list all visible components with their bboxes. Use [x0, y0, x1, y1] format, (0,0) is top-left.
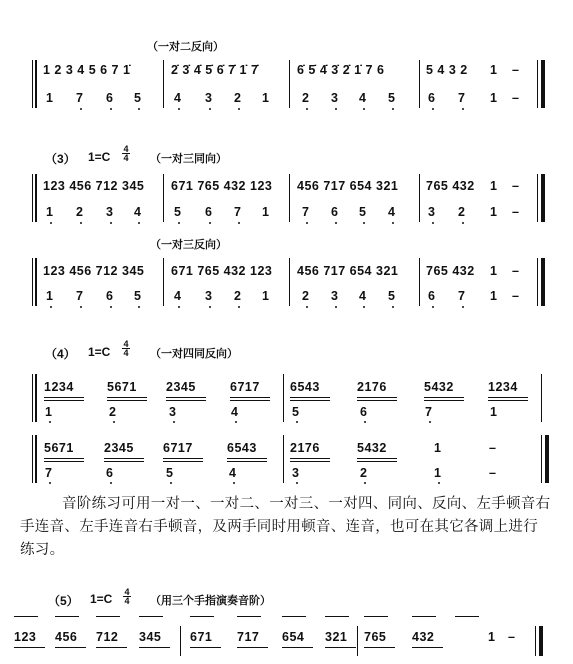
- note: 7: [302, 205, 310, 219]
- underline-beam: [230, 397, 270, 398]
- measure-notes: 671 765 432 123: [171, 179, 273, 193]
- octave-dot: [363, 222, 365, 224]
- beat-notes: 6717: [163, 441, 193, 455]
- rest-dash: –: [512, 179, 520, 193]
- note: 1: [490, 179, 498, 193]
- octave-dot: [335, 108, 337, 110]
- octave-dot: [462, 108, 464, 110]
- note: 1: [490, 405, 498, 419]
- underline-beam: [227, 461, 267, 462]
- barline: [163, 60, 164, 108]
- beat-notes: 5671: [107, 380, 137, 394]
- note: 6: [428, 91, 436, 105]
- note: 6: [106, 466, 114, 480]
- note: 5: [388, 91, 396, 105]
- underline-beam: [96, 647, 127, 648]
- note: 1: [434, 466, 442, 480]
- octave-dot: [209, 222, 211, 224]
- staff-brace: [32, 258, 33, 306]
- caption-1-3-same: （一对三同向）: [150, 152, 227, 165]
- octave-dot: [364, 482, 366, 484]
- octave-dot: [110, 306, 112, 308]
- octave-dot: [233, 482, 235, 484]
- fingering-mark: [237, 616, 261, 617]
- fingering-mark: [14, 616, 38, 617]
- beat-notes: 5671: [44, 441, 74, 455]
- caption-three-fingers: （用三个手指演奏音阶）: [150, 594, 271, 607]
- note: 2: [234, 91, 242, 105]
- rest-dash: –: [512, 91, 520, 105]
- beat-notes: 2345: [104, 441, 134, 455]
- octave-dot: [335, 222, 337, 224]
- octave-dot: [138, 222, 140, 224]
- underline-beam: [44, 397, 84, 398]
- measure-notes: 1 2 3 4 5 6 7 1̇: [43, 63, 131, 77]
- octave-dot: [462, 222, 464, 224]
- note: 5: [292, 405, 300, 419]
- underline-beam: [325, 647, 356, 648]
- staff-brace: [32, 374, 33, 422]
- note: 2: [458, 205, 466, 219]
- rest-dash: –: [489, 441, 497, 455]
- rest-dash: –: [512, 205, 520, 219]
- barline: [289, 258, 290, 306]
- underline-beam: [357, 400, 397, 401]
- beat-notes: 2176: [290, 441, 320, 455]
- final-barline: [545, 435, 549, 483]
- barline: [283, 374, 284, 422]
- octave-dot: [110, 482, 112, 484]
- note: 6: [360, 405, 368, 419]
- underline-beam: [166, 400, 206, 401]
- instruction-line-3: 练习。: [20, 542, 65, 558]
- underline-beam: [44, 461, 84, 462]
- note-group: 765: [364, 630, 387, 644]
- instruction-line-1: 音阶练习可用一对一、一对二、一对三、一对四、同向、反向、左手顿音右: [62, 496, 551, 512]
- underline-beam: [357, 461, 397, 462]
- note-group: 456: [55, 630, 78, 644]
- note: 1: [46, 289, 54, 303]
- rest-dash: –: [512, 289, 520, 303]
- barline: [180, 626, 181, 656]
- note-group: 671: [190, 630, 213, 644]
- octave-dot: [363, 306, 365, 308]
- measure-notes: 765 432: [426, 179, 475, 193]
- note: 1: [490, 264, 498, 278]
- octave-dot: [296, 482, 298, 484]
- octave-dot: [238, 222, 240, 224]
- octave-dot: [438, 482, 440, 484]
- rest-dash: –: [512, 63, 520, 77]
- staff-brace: [32, 435, 33, 483]
- note-group: 432: [412, 630, 435, 644]
- measure-notes: 2̇ 3̇ 4̇ 5̇ 6̇ 7̇ 1̇ 7̇: [171, 63, 259, 77]
- note: 3: [106, 205, 114, 219]
- fingering-mark: [455, 616, 479, 617]
- underline-beam: [190, 647, 221, 648]
- note: 4: [359, 289, 367, 303]
- underline-beam: [290, 458, 330, 459]
- rest-dash: –: [508, 630, 516, 644]
- note: 7: [425, 405, 433, 419]
- note: 5: [134, 91, 142, 105]
- octave-dot: [50, 306, 52, 308]
- underline-beam: [163, 458, 203, 459]
- underline-beam: [290, 461, 330, 462]
- octave-dot: [138, 108, 140, 110]
- caption-1-3-reverse: （一对三反向）: [150, 238, 227, 251]
- note: 5: [134, 289, 142, 303]
- note: 3: [205, 91, 213, 105]
- note: 1: [490, 205, 498, 219]
- fingering-mark: [139, 616, 163, 617]
- note: 2: [76, 205, 84, 219]
- note: 2: [302, 91, 310, 105]
- staff-start-bar: [35, 374, 37, 422]
- octave-dot: [178, 222, 180, 224]
- octave-dot: [363, 108, 365, 110]
- note: 5: [174, 205, 182, 219]
- octave-dot: [238, 108, 240, 110]
- note: 2: [302, 289, 310, 303]
- staff-brace: [32, 60, 33, 108]
- note: 6: [331, 205, 339, 219]
- underline-beam: [166, 397, 206, 398]
- key-signature: 1=C: [88, 345, 111, 359]
- octave-dot: [209, 108, 211, 110]
- underline-beam: [424, 397, 464, 398]
- underline-beam: [357, 458, 397, 459]
- note: 3: [331, 289, 339, 303]
- underline-beam: [424, 400, 464, 401]
- underline-beam: [282, 647, 313, 648]
- note: 2: [360, 466, 368, 480]
- note: 5: [359, 205, 367, 219]
- final-barline: [541, 174, 545, 222]
- note-group: 123: [14, 630, 37, 644]
- barline: [419, 60, 420, 108]
- underline-beam: [55, 647, 86, 648]
- octave-dot: [138, 306, 140, 308]
- time-signature: 4 4: [124, 587, 130, 606]
- underline-beam: [139, 647, 170, 648]
- fingering-mark: [364, 616, 388, 617]
- measure-notes: 456 717 654 321: [297, 179, 399, 193]
- note: 1: [490, 289, 498, 303]
- octave-dot: [392, 222, 394, 224]
- beat-notes: 1234: [44, 380, 74, 394]
- barline: [419, 174, 420, 222]
- barline: [535, 626, 536, 656]
- note: 4: [174, 91, 182, 105]
- key-signature: 1=C: [88, 150, 111, 164]
- note: 1: [46, 91, 54, 105]
- fingering-mark: [282, 616, 306, 617]
- octave-dot: [113, 421, 115, 423]
- section-label: （3）: [45, 152, 76, 166]
- barline: [537, 60, 538, 108]
- note-group: 345: [139, 630, 162, 644]
- beat-notes: 6543: [290, 380, 320, 394]
- beat-notes: 5432: [357, 441, 387, 455]
- measure-notes: 765 432: [426, 264, 475, 278]
- final-barline: [539, 626, 543, 656]
- note: 2: [109, 405, 117, 419]
- fingering-mark: [96, 616, 120, 617]
- octave-dot: [392, 108, 394, 110]
- note: 7: [458, 289, 466, 303]
- underline-beam: [14, 647, 45, 648]
- octave-dot: [170, 482, 172, 484]
- note: 2: [234, 289, 242, 303]
- octave-dot: [50, 222, 52, 224]
- note: 3: [428, 205, 436, 219]
- beat-notes: 1234: [488, 380, 518, 394]
- note: 3: [331, 91, 339, 105]
- underline-beam: [290, 397, 330, 398]
- octave-dot: [296, 421, 298, 423]
- underline-beam: [227, 458, 267, 459]
- note-group: 321: [325, 630, 348, 644]
- underline-beam: [237, 647, 268, 648]
- staff-start-bar: [35, 60, 37, 108]
- barline: [163, 174, 164, 222]
- underline-beam: [290, 400, 330, 401]
- note: 5: [166, 466, 174, 480]
- note: 7: [458, 91, 466, 105]
- note: 4: [359, 91, 367, 105]
- note: 6: [205, 205, 213, 219]
- note: 6: [106, 289, 114, 303]
- underline-beam: [107, 397, 147, 398]
- octave-dot: [80, 306, 82, 308]
- beat-notes: 2345: [166, 380, 196, 394]
- note: 7: [76, 91, 84, 105]
- measure-notes: 6̇ 5̇ 4̇ 3̇ 2̇ 1̇ 7 6: [297, 63, 385, 77]
- staff-start-bar: [35, 435, 37, 483]
- octave-dot: [209, 306, 211, 308]
- barline: [163, 258, 164, 306]
- note-group: 712: [96, 630, 119, 644]
- key-signature: 1=C: [90, 592, 113, 606]
- barline: [289, 174, 290, 222]
- barline: [357, 626, 358, 656]
- fingering-mark: [190, 616, 214, 617]
- octave-dot: [173, 421, 175, 423]
- beat-notes: 6543: [227, 441, 257, 455]
- staff-brace: [32, 174, 33, 222]
- fingering-mark: [412, 616, 436, 617]
- note: 5: [388, 289, 396, 303]
- octave-dot: [335, 306, 337, 308]
- octave-dot: [178, 306, 180, 308]
- octave-dot: [306, 108, 308, 110]
- beat-notes: 6717: [230, 380, 260, 394]
- fingering-mark: [55, 616, 79, 617]
- note: 7: [45, 466, 53, 480]
- note: 1: [262, 91, 270, 105]
- time-signature: 4 4: [123, 144, 129, 163]
- barline: [537, 174, 538, 222]
- octave-dot: [429, 421, 431, 423]
- octave-dot: [364, 421, 366, 423]
- measure-notes: 671 765 432 123: [171, 264, 273, 278]
- staff-start-bar: [35, 174, 37, 222]
- barline: [283, 435, 284, 483]
- beat-notes: 5432: [424, 380, 454, 394]
- note-group: 654: [282, 630, 305, 644]
- note: 3: [169, 405, 177, 419]
- octave-dot: [392, 306, 394, 308]
- note: 3: [292, 466, 300, 480]
- caption-1-2-reverse: （一对二反向）: [147, 40, 224, 53]
- octave-dot: [432, 108, 434, 110]
- note: 4: [229, 466, 237, 480]
- measure-notes: 123 456 712 345: [43, 179, 145, 193]
- octave-dot: [178, 108, 180, 110]
- underline-beam: [104, 461, 144, 462]
- measure-notes: 5 4 3 2: [426, 63, 468, 77]
- note: 1: [262, 289, 270, 303]
- underline-beam: [488, 397, 528, 398]
- note: 4: [231, 405, 239, 419]
- measure-notes: 123 456 712 345: [43, 264, 145, 278]
- staff-start-bar: [35, 258, 37, 306]
- section-label: （5）: [48, 594, 79, 608]
- note: 6: [428, 289, 436, 303]
- rest-dash: –: [489, 466, 497, 480]
- underline-beam: [230, 400, 270, 401]
- caption-1-4-same-reverse: （一对四同反向）: [150, 347, 238, 360]
- octave-dot: [110, 222, 112, 224]
- octave-dot: [306, 222, 308, 224]
- final-barline: [541, 60, 545, 108]
- note: 3: [205, 289, 213, 303]
- barline: [541, 435, 542, 483]
- underline-beam: [104, 458, 144, 459]
- octave-dot: [238, 306, 240, 308]
- beat-notes: 2176: [357, 380, 387, 394]
- underline-beam: [412, 647, 443, 648]
- note: 7: [234, 205, 242, 219]
- note-group: 717: [237, 630, 260, 644]
- time-signature: 4 4: [123, 339, 129, 358]
- note: 1: [434, 441, 442, 455]
- barline: [419, 258, 420, 306]
- underline-beam: [163, 461, 203, 462]
- note: 4: [174, 289, 182, 303]
- barline: [541, 374, 542, 422]
- underline-beam: [44, 458, 84, 459]
- underline-beam: [357, 397, 397, 398]
- final-barline: [541, 258, 545, 306]
- barline: [289, 60, 290, 108]
- note: 4: [134, 205, 142, 219]
- instruction-line-2: 手连音、左手连音右手顿音，及两手同时用顿音、连音，也可在其它各调上进行: [20, 519, 538, 535]
- note: 6: [106, 91, 114, 105]
- fingering-mark: [325, 616, 349, 617]
- octave-dot: [80, 222, 82, 224]
- octave-dot: [49, 421, 51, 423]
- note: 1: [46, 205, 54, 219]
- measure-notes: 456 717 654 321: [297, 264, 399, 278]
- octave-dot: [110, 108, 112, 110]
- section-label: （4）: [45, 347, 76, 361]
- barline: [537, 258, 538, 306]
- octave-dot: [306, 306, 308, 308]
- note: 1: [45, 405, 53, 419]
- note: 1: [490, 91, 498, 105]
- underline-beam: [107, 400, 147, 401]
- octave-dot: [49, 482, 51, 484]
- note: 4: [388, 205, 396, 219]
- underline-beam: [364, 647, 395, 648]
- note: 1: [488, 630, 496, 644]
- note: 1: [262, 205, 270, 219]
- octave-dot: [462, 306, 464, 308]
- octave-dot: [432, 306, 434, 308]
- octave-dot: [80, 108, 82, 110]
- octave-dot: [235, 421, 237, 423]
- underline-beam: [44, 400, 84, 401]
- underline-beam: [488, 400, 528, 401]
- note: 7: [76, 289, 84, 303]
- rest-dash: –: [512, 264, 520, 278]
- octave-dot: [432, 222, 434, 224]
- note: 1: [490, 63, 498, 77]
